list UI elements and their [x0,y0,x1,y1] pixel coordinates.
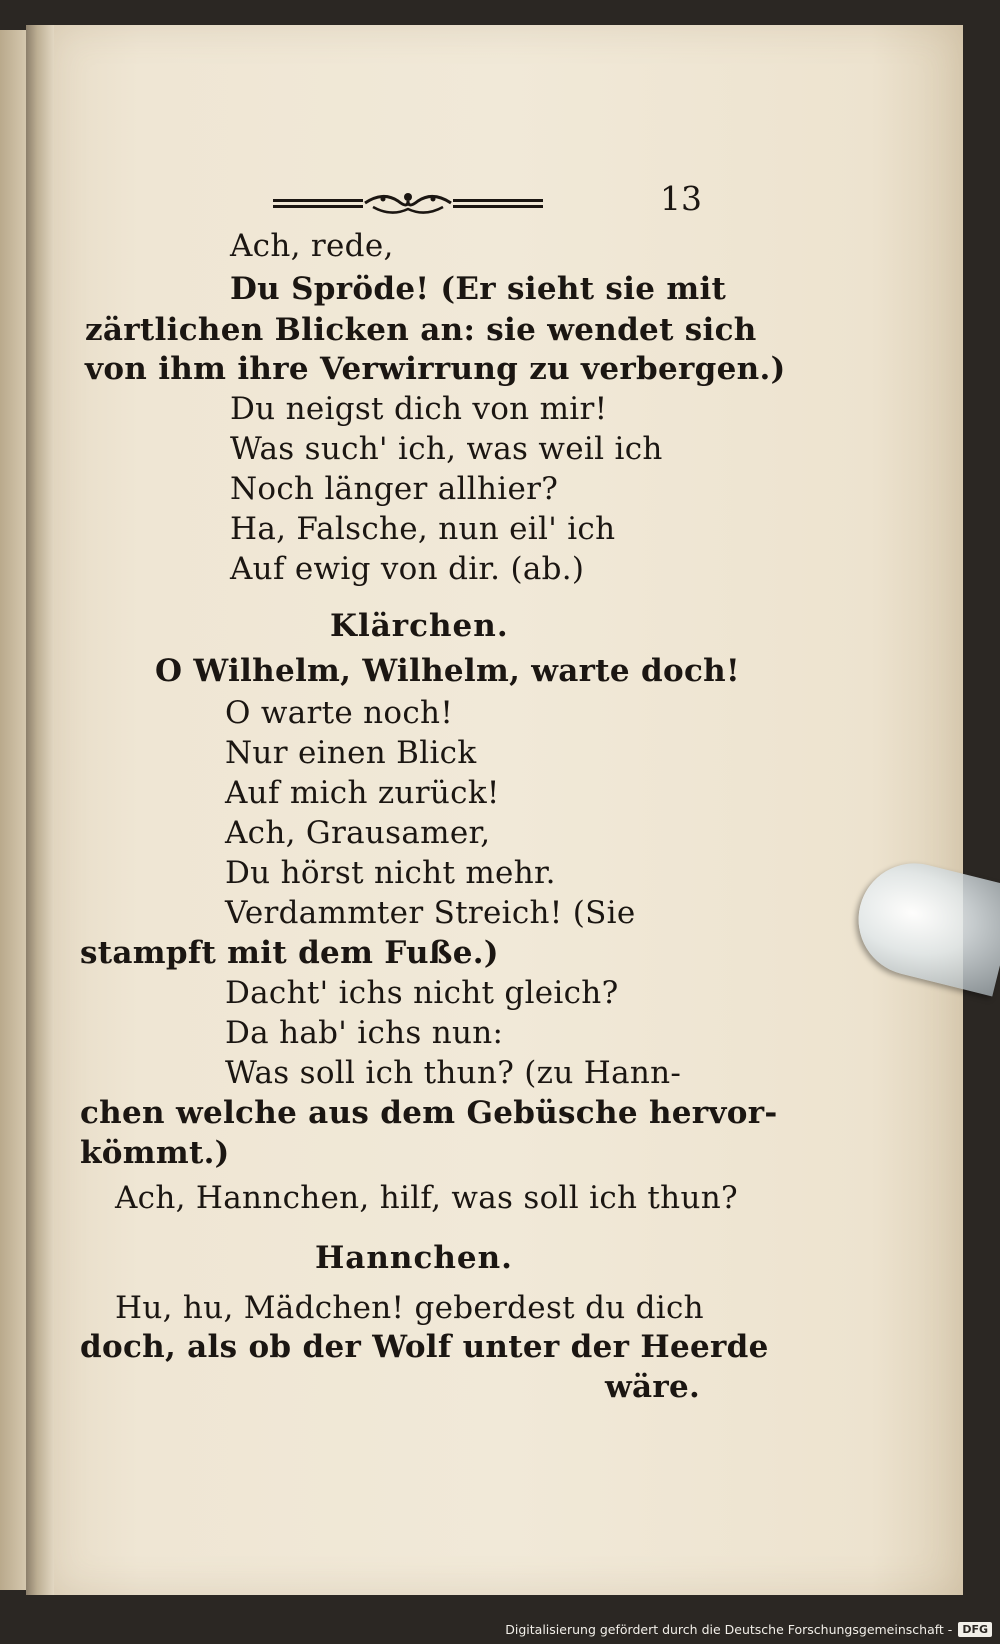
text-line: Du neigst dich von mir! [230,391,608,427]
page-header [48,165,963,225]
ornament-icon [273,187,543,219]
page-number: 13 [660,179,702,218]
page-gutter [26,25,54,1595]
text-line: Ach, Hannchen, hilf, was soll ich thun? [115,1180,738,1216]
text-line: Dacht' ichs nicht gleich? [225,975,619,1011]
text-line: Was soll ich thun? (zu Hann- [225,1055,682,1091]
text-line: wäre. [605,1369,701,1405]
text-line: Ach, rede, [230,228,394,264]
text-line: Ha, Falsche, nun eil' ich [230,511,616,547]
speaker-name: Hannchen. [315,1240,513,1276]
text-line: Auf mich zurück! [225,775,500,811]
text-line: Du hörst nicht mehr. [225,855,556,891]
text-line: O warte noch! [225,695,454,731]
text-line: Auf ewig von dir. (ab.) [230,551,585,587]
text-line: chen welche aus dem Gebüsche hervor- [80,1095,778,1131]
digitization-credit [505,1616,992,1642]
text-line: Noch länger allhier? [230,471,559,507]
text-line: Du Spröde! (Er sieht sie mit [230,271,727,307]
text-line: Ach, Grausamer, [225,815,491,851]
text-line: zärtlichen Blicken an: sie wendet sich [85,312,757,348]
dfg-logo-icon: DFG [958,1622,992,1637]
book-page [48,25,963,1595]
credit-text: Digitalisierung gefördert durch die Deutsche Forschungsgemeinschaft - [505,1621,953,1637]
text-line: von ihm ihre Verwirrung zu verbergen.) [85,351,786,387]
text-line: Hu, hu, Mädchen! geberdest du dich [115,1290,704,1326]
text-line: Verdammter Streich! (Sie [225,895,636,931]
text-line: Was such' ich, was weil ich [230,431,663,467]
text-line: kömmt.) [80,1135,230,1171]
text-line: Da hab' ichs nun: [225,1015,504,1051]
speaker-name: Klärchen. [330,608,509,644]
text-line: stampft mit dem Fuße.) [80,935,499,971]
text-line: doch, als ob der Wolf unter der Heerde [80,1329,769,1365]
text-line: O Wilhelm, Wilhelm, warte doch! [155,653,740,689]
text-line: Nur einen Blick [225,735,477,771]
